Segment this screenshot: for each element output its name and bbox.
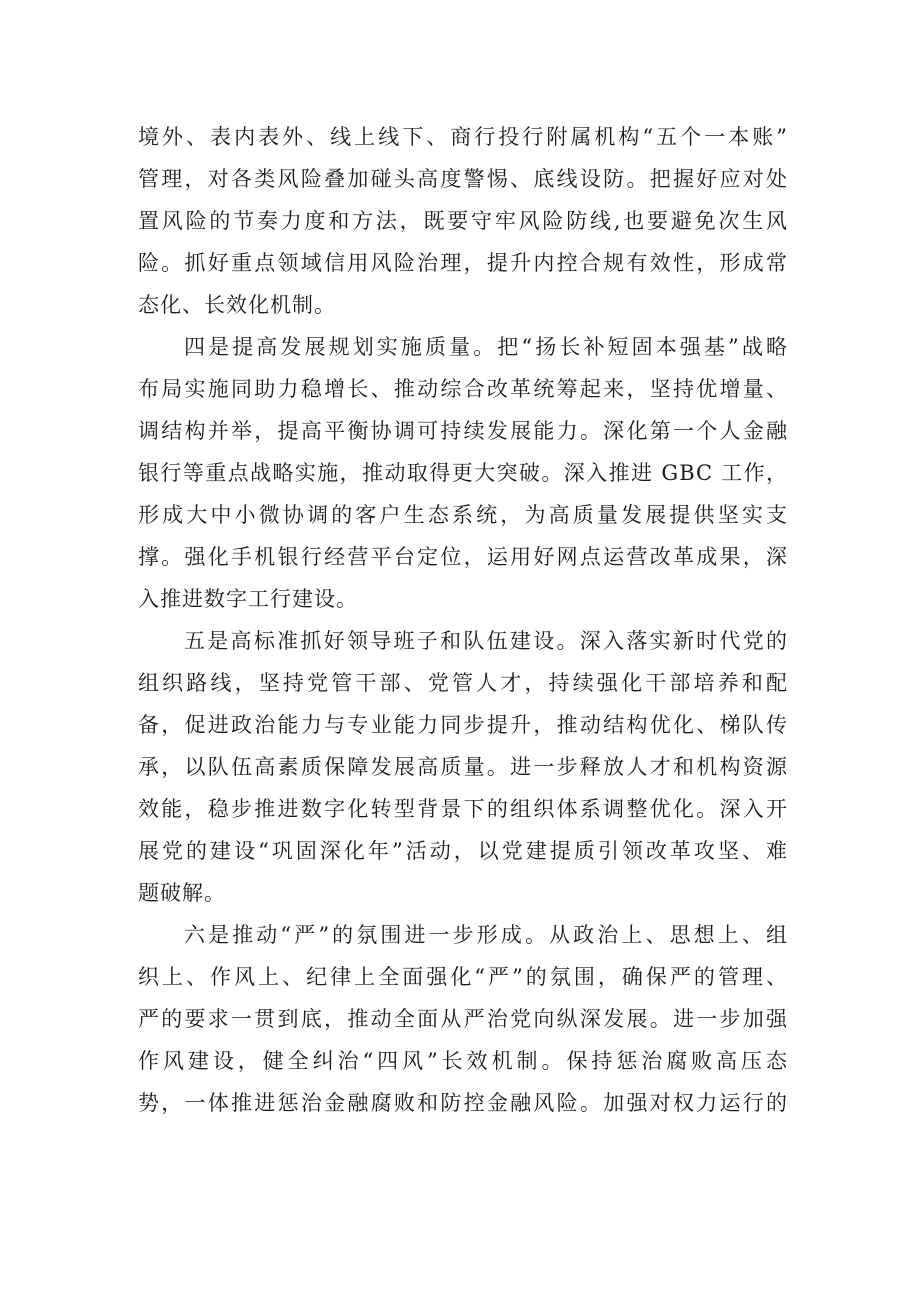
text-line: 险。抓好重点领域信用风险治理，提升内控合规有效性，形成常	[138, 251, 788, 275]
text-line: 势，一体推进惩治金融腐败和防控金融风险。加强对权力运行的	[138, 1091, 788, 1115]
text-line: 织上、作风上、纪律上全面强化“严”的氛围，确保严的管理、	[138, 965, 788, 989]
text-line: 题破解。	[138, 881, 226, 905]
text-line: 银行等重点战略实施，推动取得更大突破。深入推进 GBC 工作，	[138, 461, 788, 485]
text-line: 入推进数字工行建设。	[138, 587, 358, 611]
text-line: 组织路线，坚持党管干部、党管人才，持续强化干部培养和配	[138, 671, 788, 695]
paragraph-risk-management	[138, 116, 788, 326]
text-line: 置风险的节奏力度和方法，既要守牢风险防线,也要避免次生风	[138, 209, 788, 233]
text-line: 承，以队伍高素质保障发展高质量。进一步释放人才和机构资源	[138, 755, 788, 779]
text-line: 撑。强化手机银行经营平台定位，运用好网点运营改革成果，深	[138, 545, 788, 569]
text-line: 严的要求一贯到底，推动全面从严治党向纵深发展。进一步加强	[138, 1007, 788, 1031]
text-line: 备，促进政治能力与专业能力同步提升，推动结构优化、梯队传	[138, 713, 788, 737]
text-line: 境外、表内表外、线上线下、商行投行附属机构“五个一本账”	[138, 125, 788, 149]
text-line: 调结构并举，提高平衡协调可持续发展能力。深化第一个人金融	[138, 419, 788, 443]
text-line: 形成大中小微协调的客户生态系统，为高质量发展提供坚实支	[138, 503, 788, 527]
text-line: 作风建设，健全纠治“四风”长效机制。保持惩治腐败高压态	[138, 1049, 788, 1073]
paragraph-point-six	[138, 914, 788, 1124]
text-line: 态化、长效化机制。	[138, 293, 336, 317]
text-line: 展党的建设“巩固深化年”活动，以党建提质引领改革攻坚、难	[138, 839, 788, 863]
paragraph-point-four	[138, 326, 788, 620]
paragraph-point-five	[138, 620, 788, 914]
text-line: 五是高标准抓好领导班子和队伍建设。深入落实新时代党的	[184, 629, 788, 653]
text-line: 布局实施同助力稳增长、推动综合改革统筹起来，坚持优增量、	[138, 377, 788, 401]
text-line: 管理，对各类风险叠加碰头高度警惕、底线设防。把握好应对处	[138, 167, 788, 191]
text-line: 四是提高发展规划实施质量。把“扬长补短固本强基”战略	[184, 335, 788, 359]
text-line: 六是推动“严”的氛围进一步形成。从政治上、思想上、组	[184, 923, 788, 947]
text-line: 效能，稳步推进数字化转型背景下的组织体系调整优化。深入开	[138, 797, 788, 821]
document-body	[138, 116, 788, 1124]
